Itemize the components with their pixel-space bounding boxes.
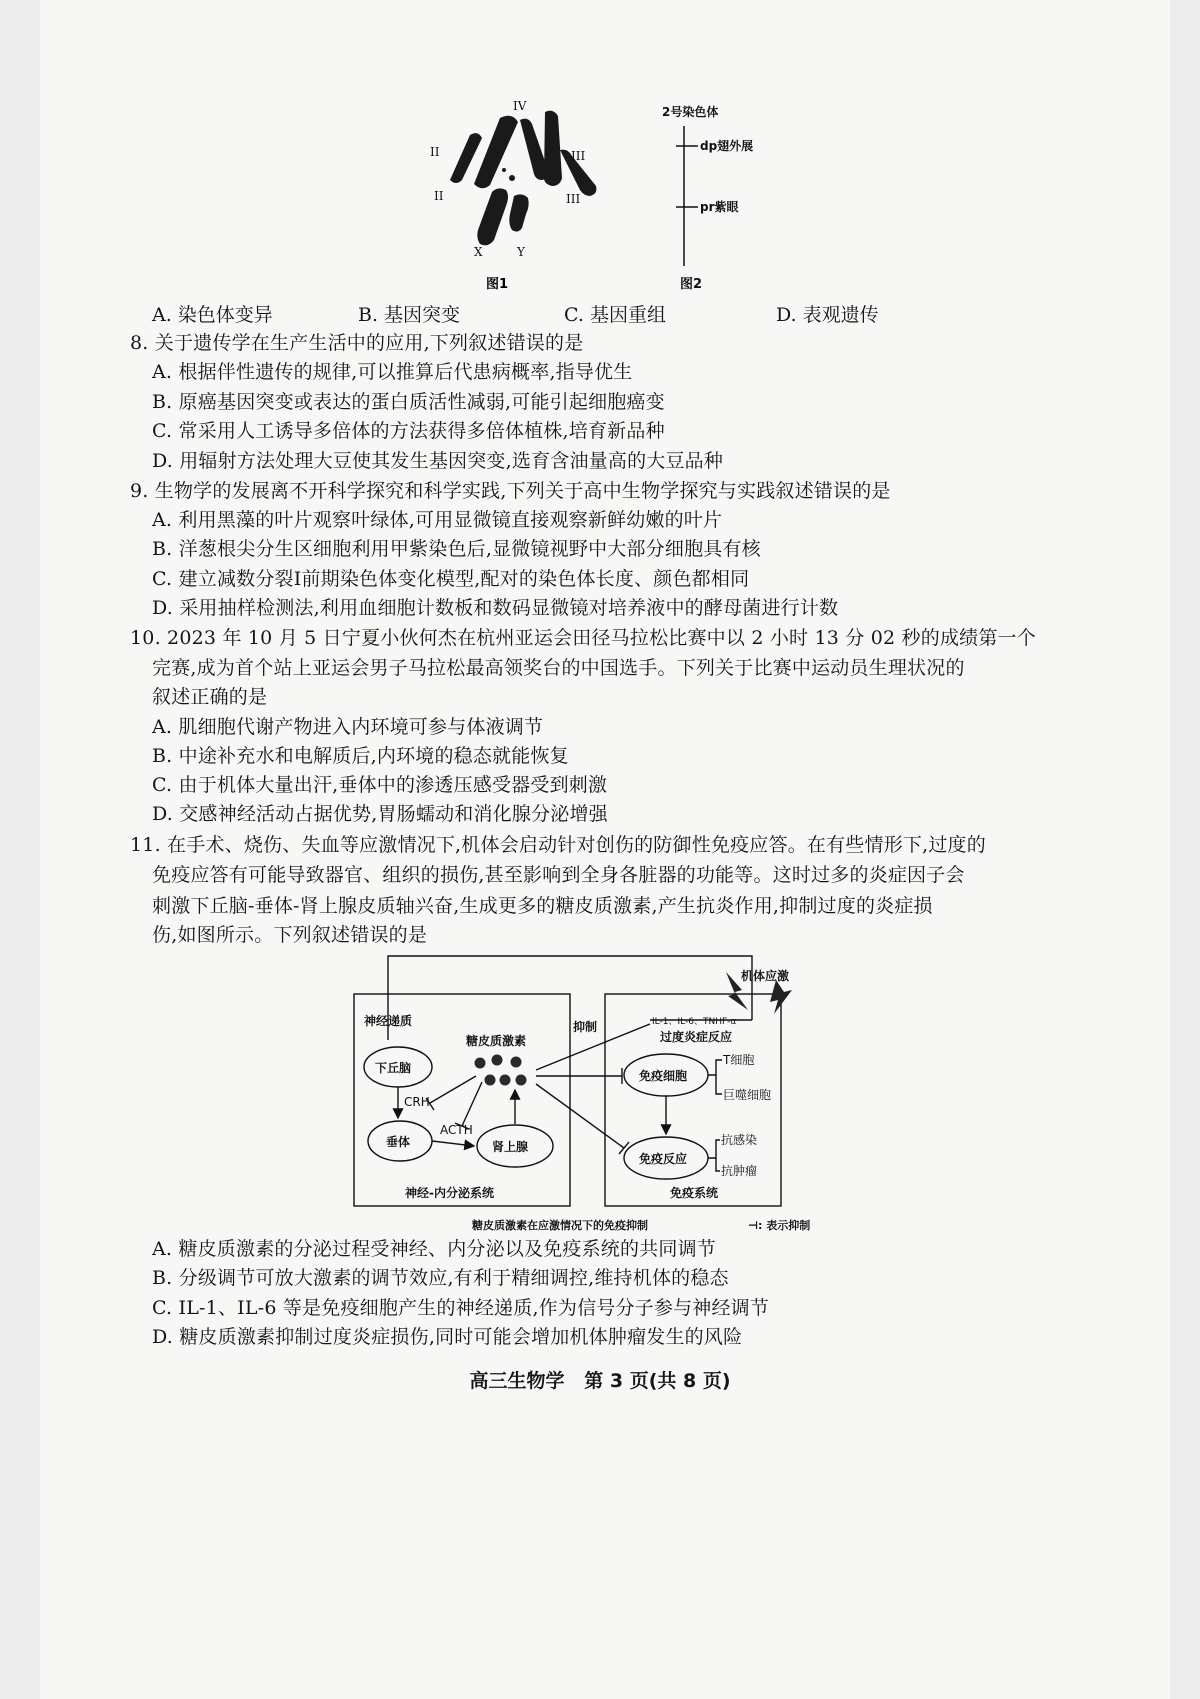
- q10-option-b: B. 中途补充水和电解质后,内环境的稳态就能恢复: [152, 745, 569, 767]
- fig1-label-iv: IV: [513, 99, 527, 113]
- q11-option-b: B. 分级调节可放大激素的调节效应,有利于精细调控,维持机体的稳态: [152, 1267, 729, 1289]
- q10-stem-1: 10. 2023 年 10 月 5 日宁夏小伙何杰在杭州亚运会田径马拉松比赛中以 2 小时 13 分 02 秒的成绩第一个: [130, 627, 1036, 649]
- immune-response-label: 免疫反应: [639, 1152, 688, 1166]
- q10-option-d: D. 交感神经活动占据优势,胃肠蠕动和消化腺分泌增强: [152, 803, 608, 825]
- q11-stem-4: 伤,如图所示。下列叙述错误的是: [152, 924, 428, 946]
- pituitary-label: 垂体: [386, 1135, 411, 1149]
- inhibit-label: 抑制: [573, 1020, 598, 1034]
- q11-option-c: C. IL-1、IL-6 等是免疫细胞产生的神经递质,作为信号分子参与神经调节: [152, 1297, 770, 1319]
- q9-option-d: D. 采用抽样检测法,利用血细胞计数板和数码显微镜对培养液中的酵母菌进行计数: [152, 597, 839, 619]
- q10-option-a: A. 肌细胞代谢产物进入内环境可参与体液调节: [152, 716, 544, 738]
- fig2-title: 2号染色体: [662, 105, 719, 119]
- fig1-label-ii-top: II: [430, 145, 440, 159]
- q11-option-a: A. 糖皮质激素的分泌过程受神经、内分泌以及免疫系统的共同调节: [152, 1238, 717, 1260]
- fig1-label-y: Y: [517, 245, 525, 259]
- cytokines-label: IL-1、IL-6、TNHF-α: [652, 1017, 737, 1027]
- neurotransmitter-label: 神经递质: [364, 1014, 413, 1028]
- q8-option-a: A. 根据伴性遗传的规律,可以推算后代患病概率,指导优生: [152, 361, 633, 383]
- q10-stem-2: 完赛,成为首个站上亚运会男子马拉松最高领奖台的中国选手。下列关于比赛中运动员生理状况的: [152, 657, 965, 679]
- q9-option-a: A. 利用黑藻的叶片观察叶绿体,可用显微镜直接观察新鲜幼嫩的叶片: [152, 509, 723, 531]
- diagram-caption: 糖皮质激素在应激情况下的免疫抑制: [472, 1219, 648, 1232]
- immune-regulation-diagram: [0, 950, 1200, 1235]
- immune-system-label: 免疫系统: [670, 1186, 719, 1200]
- q7-option-a: A. 染色体变异: [152, 304, 273, 326]
- q10-stem-3: 叙述正确的是: [152, 686, 268, 708]
- q9-option-b: B. 洋葱根尖分生区细胞利用甲紫染色后,显微镜视野中大部分细胞具有核: [152, 538, 761, 560]
- acth-label: ACTH: [440, 1123, 473, 1137]
- stress-label: 机体应激: [741, 969, 790, 983]
- fig1-caption: 图1: [486, 277, 509, 292]
- q11-stem-2: 免疫应答有可能导致器官、组织的损伤,甚至影响到全身各脏器的功能等。这时过多的炎症因子会: [152, 864, 965, 886]
- fig1-label-iii-bottom: III: [566, 192, 581, 206]
- neuro-system-label: 神经-内分泌系统: [405, 1186, 494, 1200]
- figure1-karyotype: [450, 111, 596, 246]
- q11-option-d: D. 糖皮质激素抑制过度炎症损伤,同时可能会增加机体肿瘤发生的风险: [152, 1326, 743, 1348]
- q7-option-d: D. 表观遗传: [776, 304, 879, 326]
- fig2-caption: 图2: [680, 277, 703, 292]
- q8-stem: 8. 关于遗传学在生产生活中的应用,下列叙述错误的是: [130, 332, 584, 354]
- chromosome-figures: [0, 0, 1200, 300]
- immune-cells-label: 免疫细胞: [639, 1069, 688, 1083]
- anti-infection-label: 抗感染: [721, 1133, 758, 1147]
- q7-option-c: C. 基因重组: [564, 304, 666, 326]
- hypothalamus-label: 下丘脑: [375, 1061, 412, 1075]
- fig2-gene-dp: dp翅外展: [700, 139, 754, 153]
- t-cell-label: T细胞: [723, 1053, 755, 1067]
- q11-stem-1: 11. 在手术、烧伤、失血等应激情况下,机体会启动针对创伤的防御性免疫应答。在有些情形下,过度的: [130, 834, 986, 856]
- fig1-label-x: X: [474, 245, 483, 259]
- macrophage-label: 巨噬细胞: [723, 1088, 772, 1102]
- q10-option-c: C. 由于机体大量出汗,垂体中的渗透压感受器受到刺激: [152, 774, 608, 796]
- diagram-legend: ⊣: 表示抑制: [748, 1219, 811, 1232]
- page-footer: 高三生物学 第 3 页(共 8 页): [469, 1370, 731, 1392]
- fig2-gene-pr: pr紫眼: [700, 200, 739, 214]
- inflammation-label: 过度炎症反应: [660, 1030, 733, 1044]
- q8-option-c: C. 常采用人工诱导多倍体的方法获得多倍体植株,培育新品种: [152, 420, 665, 442]
- q9-option-c: C. 建立减数分裂Ⅰ前期染色体变化模型,配对的染色体长度、颜色都相同: [152, 568, 750, 590]
- q8-option-b: B. 原癌基因突变或表达的蛋白质活性减弱,可能引起细胞癌变: [152, 391, 665, 413]
- crh-label: CRH: [404, 1095, 430, 1109]
- fig1-label-iii-top: III: [571, 149, 586, 163]
- q11-stem-3: 刺激下丘脑-垂体-肾上腺皮质轴兴奋,生成更多的糖皮质激素,产生抗炎作用,抑制过度的炎症损: [152, 895, 933, 917]
- q7-option-b: B. 基因突变: [358, 304, 461, 326]
- adrenal-label: 肾上腺: [492, 1140, 529, 1154]
- fig1-label-ii-bottom: II: [434, 189, 444, 203]
- anti-tumor-label: 抗肿瘤: [721, 1164, 758, 1178]
- glucocorticoid-label: 糖皮质激素: [466, 1034, 527, 1048]
- q9-stem: 9. 生物学的发展离不开科学探究和科学实践,下列关于高中生物学探究与实践叙述错误的是: [130, 480, 891, 502]
- q8-option-d: D. 用辐射方法处理大豆使其发生基因突变,选育含油量高的大豆品种: [152, 450, 724, 472]
- figure2-chromosome: [676, 126, 698, 266]
- glucocorticoid-dots: [475, 1055, 527, 1086]
